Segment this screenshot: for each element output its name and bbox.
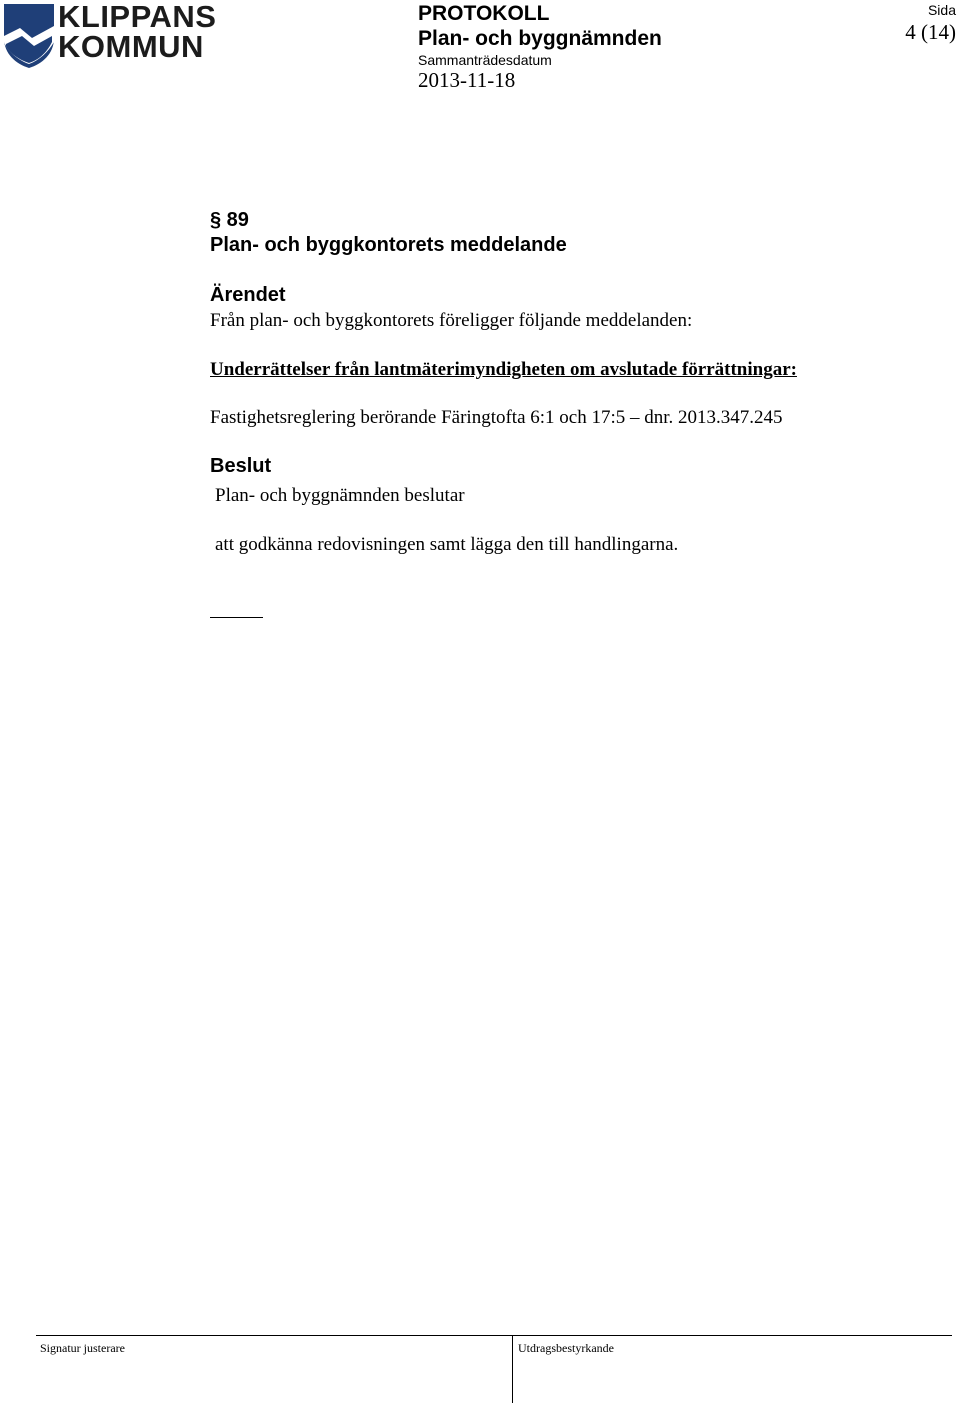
arende-text: Från plan- och byggkontorets föreligger följande meddelanden:	[210, 310, 693, 331]
page-number: 4 (14)	[905, 20, 956, 44]
coat-of-arms-icon	[2, 2, 58, 70]
page-label: Sida	[927, 2, 956, 18]
meeting-date-value: 2013-11-18	[418, 68, 516, 92]
logo-text-line1: KLIPPANS	[58, 0, 217, 34]
beslut-decision: att godkänna redovisningen samt lägga den till handlingarna.	[215, 534, 679, 555]
notice-subheading: Underrättelser från lantmäterimyndigheten om avslutade förrättningar:	[210, 359, 797, 380]
extract-certification-label: Utdragsbestyrkande	[518, 1341, 614, 1355]
beslut-heading: Beslut	[210, 455, 272, 477]
footer-divider	[36, 1335, 952, 1336]
document-type: PROTOKOLL	[418, 2, 550, 25]
footer-column-separator	[512, 1335, 513, 1403]
logo-wordmark	[58, 2, 216, 62]
signature-label: Signatur justerare	[40, 1341, 125, 1355]
paragraph-number: § 89	[210, 209, 249, 231]
beslut-text: Plan- och byggnämnden beslutar	[215, 485, 465, 506]
arende-heading: Ärendet	[210, 284, 286, 306]
section-title: Plan- och byggkontorets meddelande	[210, 234, 567, 256]
municipality-logo	[0, 0, 220, 72]
logo-text-line2: KOMMUN	[58, 29, 204, 64]
notice-item: Fastighetsreglering berörande Färingtofta 6:1 och 17:5 – dnr. 2013.347.245	[210, 407, 783, 428]
meeting-date-label: Sammanträdesdatum	[418, 52, 552, 68]
committee-name: Plan- och byggnämnden	[418, 27, 662, 50]
section-end-divider	[210, 617, 263, 618]
